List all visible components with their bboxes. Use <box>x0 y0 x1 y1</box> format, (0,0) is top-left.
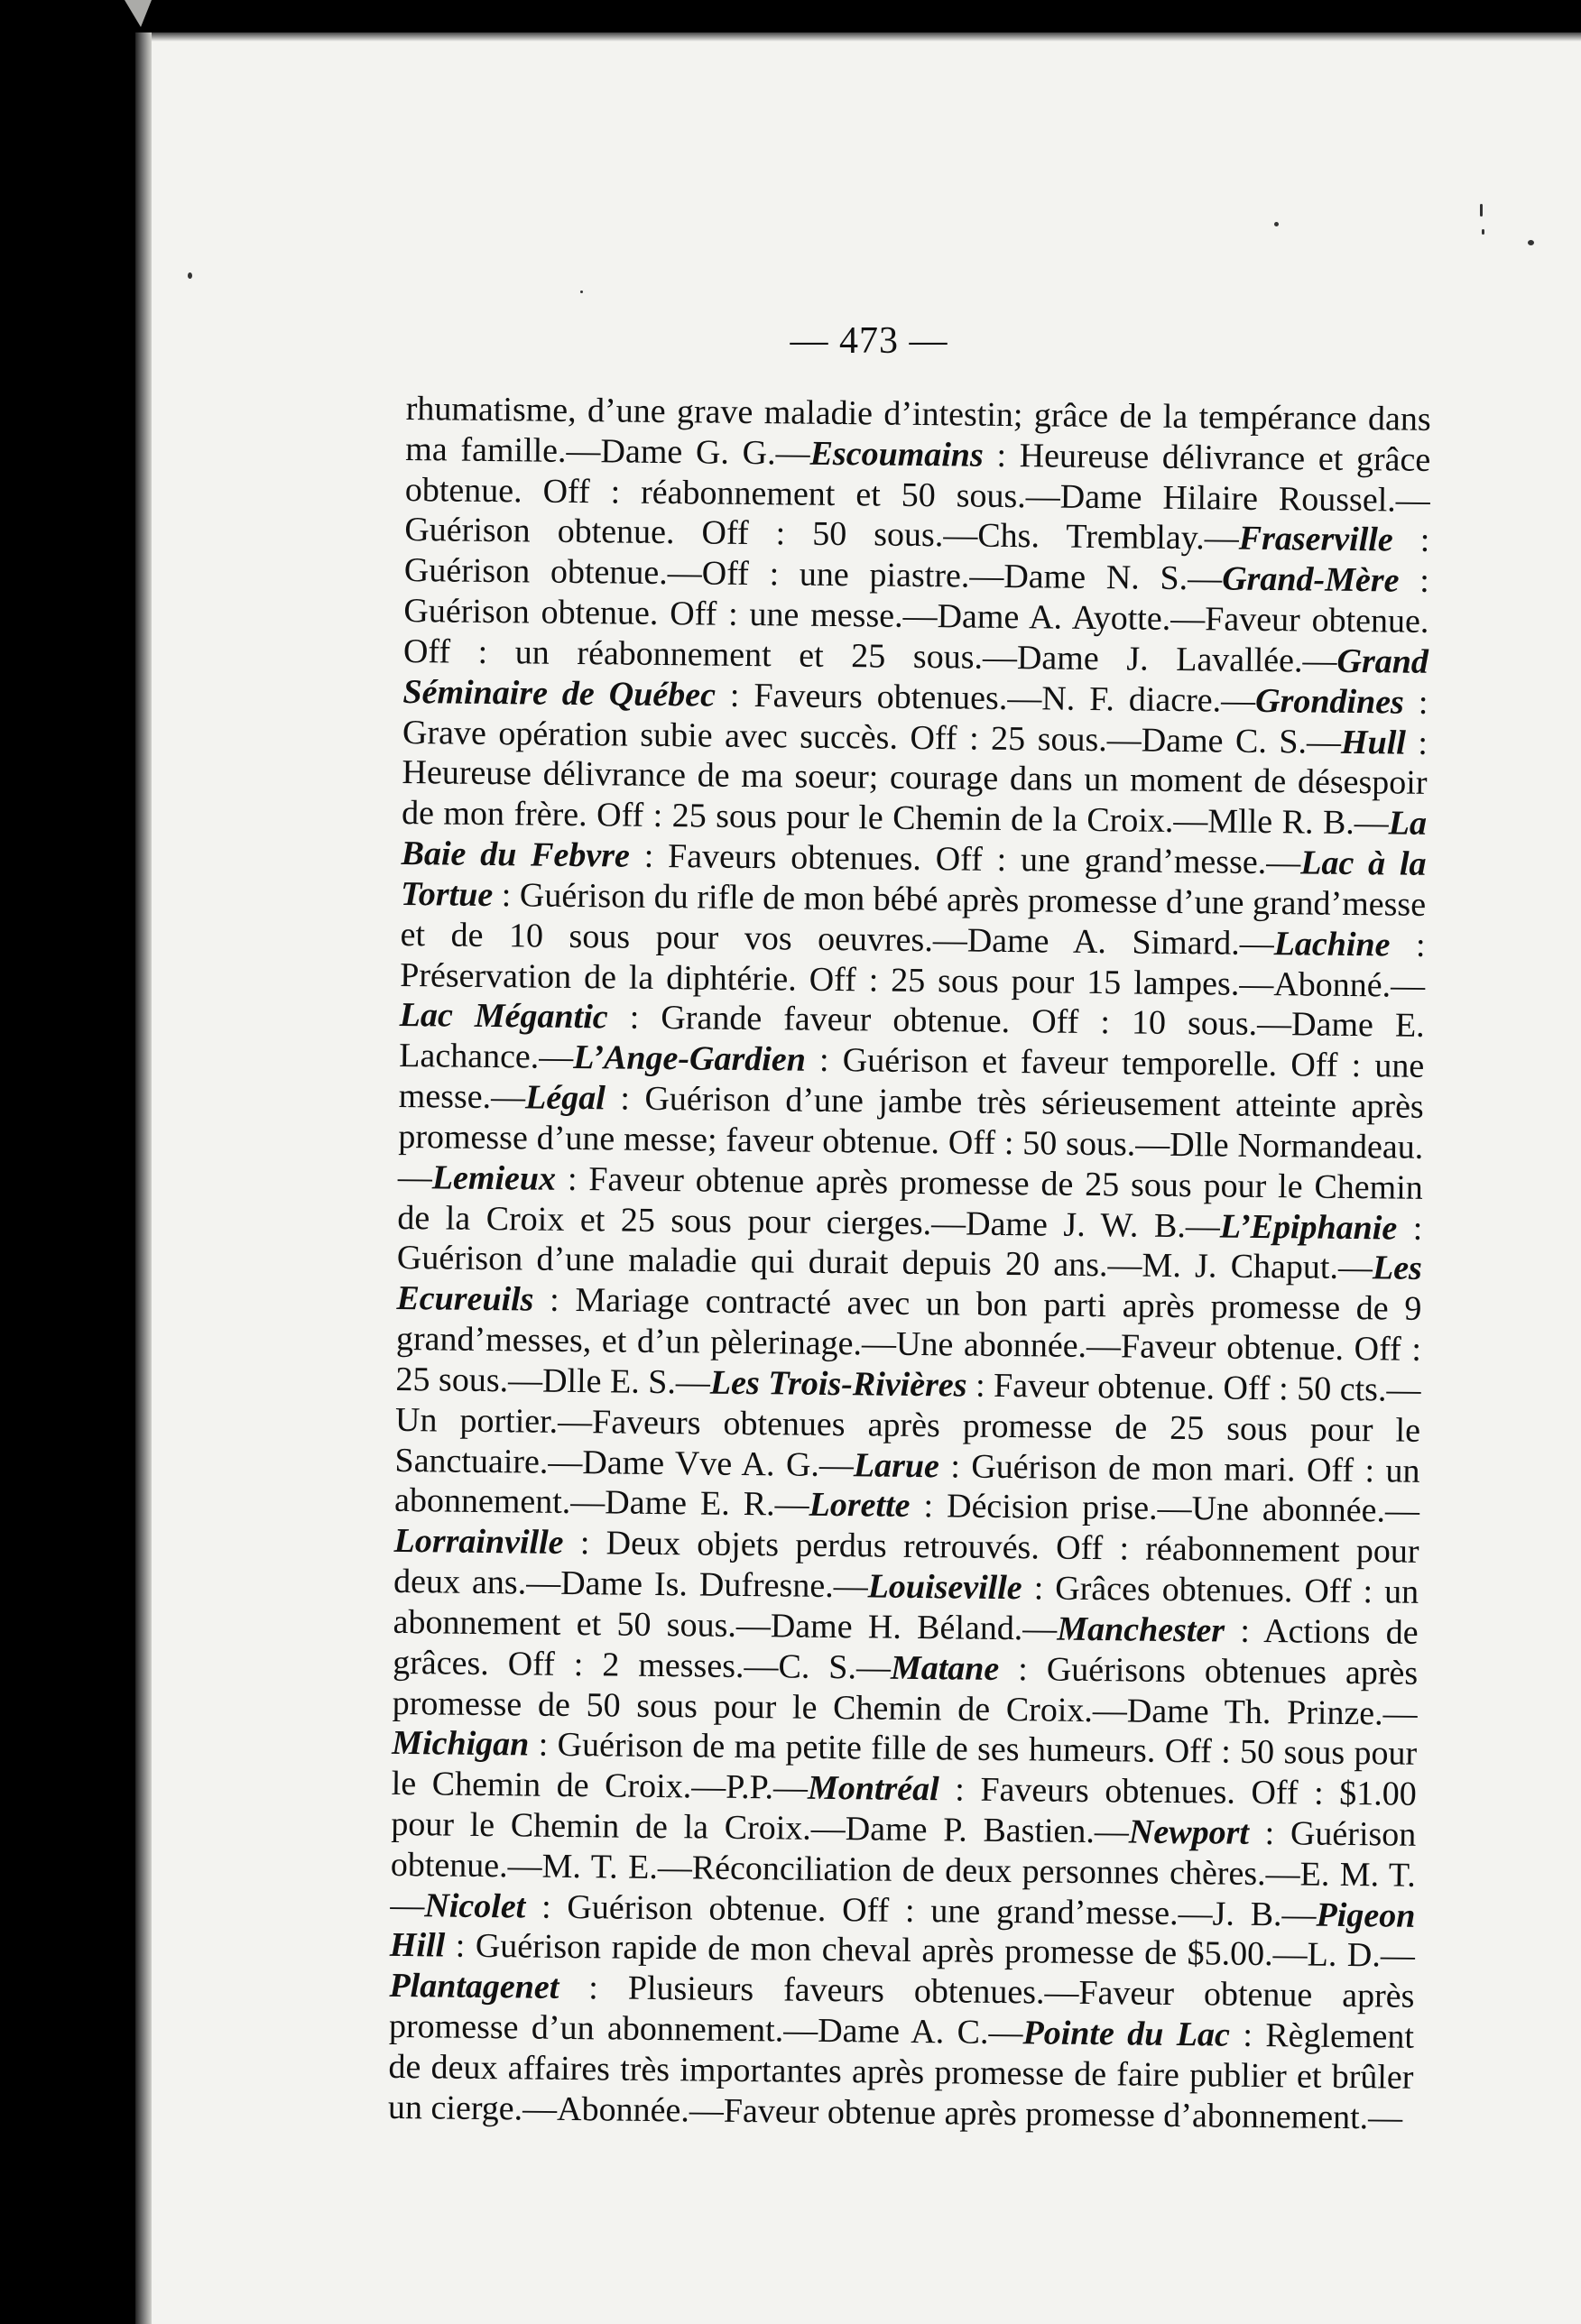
text-segment: : Faveurs obtenues. Off : une grand’messe.— <box>629 836 1301 882</box>
place-name: Les Trois-Rivières <box>709 1363 967 1405</box>
place-name: Montréal <box>807 1768 939 1809</box>
place-name: Lac à la Tortue <box>400 844 1427 914</box>
text-segment: : Faveur obtenue. Off : 50 cts.—Un portier.—Faveurs obtenues après promesse de 25 sous pour le Sanctuaire.—Dame Vve A. G.— <box>394 1366 1421 1484</box>
page-number: — 473 — <box>790 320 948 362</box>
text-segment: : Faveur obtenue après promesse de 25 sous pour le Chemin de la Croix et 25 sous pour cierges.—Dame J. W. B.— <box>397 1159 1424 1246</box>
text-segment: : Guérison obtenue.—M. T. E.—Réconciliation de deux personnes chères.—E. M. T.— <box>390 1813 1417 1924</box>
text-segment: : Heureuse délivrance de ma soeur; courage dans un moment de désespoir de mon frère. Off : 25 sous pour le Chemin de la Croix.—Mlle R. B.— <box>401 724 1428 843</box>
text-segment: rhumatisme, d’une grave maladie d’intestin; grâce de la tempérance dans ma famille.—Dame G. G.— <box>405 389 1431 473</box>
place-name: Lorrainville <box>393 1522 564 1563</box>
page-corner-fold <box>125 0 152 27</box>
place-name: Légal <box>524 1078 606 1118</box>
book-page <box>135 32 1581 2324</box>
text-segment: : Règlement de deux affaires très importantes après promesse de faire publier et brûler un cierge.—Abonnée.—Faveur obtenue après promesse d’abonnement.— <box>387 2015 1415 2137</box>
place-name: Lac Mégantic <box>399 996 608 1037</box>
scan-speck <box>1480 204 1483 217</box>
text-segment: : Guérison d’une jambe très sérieusement atteinte après promesse d’une messe; faveur obtenue. Off : 50 sous.—Dlle Normandeau.— <box>397 1079 1424 1197</box>
scan-speck <box>1274 222 1279 226</box>
place-name: Lorette <box>809 1486 911 1526</box>
place-name: L’Ange-Gardien <box>573 1038 807 1079</box>
place-name: Matane <box>890 1648 1000 1688</box>
text-segment: : Grave opération subie avec succès. Off : 25 sous.—Dame C. S.— <box>402 683 1428 761</box>
place-name: Manchester <box>1057 1609 1225 1650</box>
place-name: Louiseville <box>867 1567 1022 1608</box>
place-name: Fraserville <box>1238 520 1393 559</box>
place-name: Grand-Mère <box>1221 559 1400 600</box>
page-gutter <box>135 32 152 2324</box>
text-segment: : Grâces obtenues. Off : un abonnement et 50 sous.—Dame H. Béland.— <box>393 1569 1419 1648</box>
place-name: Grondines <box>1254 681 1405 722</box>
text-segment: : Guérison de mon mari. Off : un abonnement.—Dame E. R.— <box>393 1446 1420 1525</box>
text-segment: : Guérison obtenue. Off : une grand’messe.—J. B.— <box>525 1887 1317 1934</box>
page-top-shadow <box>135 32 1581 42</box>
text-segment: : Plusieurs faveurs obtenues.—Faveur obtenue après promesse d’un abonnement.—Dame A. C.— <box>388 1969 1415 2052</box>
place-name: L’Epiphanie <box>1219 1207 1398 1248</box>
text-segment: : Grande faveur obtenue. Off : 10 sous.—Dame E. Lachance.— <box>399 998 1425 1077</box>
text-segment: : Deux objets perdus retrouvés. Off : réabonnement pour deux ans.—Dame Is. Dufresne.— <box>393 1524 1419 1606</box>
place-name: Michigan <box>392 1724 530 1764</box>
place-name: La Baie du Febvre <box>401 804 1428 875</box>
scan-speck <box>1482 229 1484 235</box>
place-name: Pointe du Lac <box>1022 2014 1231 2054</box>
text-segment: : Guérisons obtenues après promesse de 50 sous pour le Chemin de Croix.—Dame Th. Prinze.— <box>392 1649 1419 1733</box>
text-segment: : Guérison de ma petite fille de ses humeurs. Off : 50 sous pour le Chemin de Croix.—P.P.— <box>391 1725 1418 1807</box>
text-segment: : Faveurs obtenues. Off : $1.00 pour le Chemin de la Croix.—Dame P. Bastien.— <box>391 1770 1417 1851</box>
place-name: Les Ecureuils <box>396 1249 1423 1319</box>
text-segment: : Faveurs obtenues.—N. F. diacre.— <box>715 676 1256 720</box>
place-name: Nicolet <box>424 1886 526 1926</box>
place-name: Lemieux <box>431 1158 557 1198</box>
place-name: Plantagenet <box>389 1967 559 2007</box>
text-segment: : Mariage contracté avec un bon parti après promesse de 9 grand’messes, et d’un pèlerinage.—Une abonnée.—Faveur obtenue. Off : 25 sous.—Dlle E. S.— <box>395 1280 1422 1402</box>
place-name: Escoumains <box>809 434 984 475</box>
scan-speck <box>188 272 192 279</box>
place-name: Grand Séminaire de Québec <box>402 641 1429 715</box>
text-segment: : Guérison obtenue.—Off : une piastre.—Dame N. S.— <box>403 521 1430 598</box>
place-name: Newport <box>1128 1812 1250 1852</box>
body-paragraph <box>388 389 1431 2138</box>
place-name: Hull <box>1340 723 1407 762</box>
place-name: Larue <box>853 1445 940 1485</box>
text-segment: : Guérison et faveur temporelle. Off : une messe.— <box>398 1040 1425 1117</box>
text-segment: : Guérison obtenue. Off : une messe.—Dame A. Ayotte.—Faveur obtenue. Off : un réabonnement et 25 sous.—Dame J. Lavallée.— <box>402 561 1430 680</box>
place-name: Lachine <box>1273 924 1391 964</box>
scan-speck <box>580 290 583 293</box>
text-segment: : Guérison d’une maladie qui durait depuis 20 ans.—M. J. Chaput.— <box>396 1209 1423 1287</box>
text-segment: : Préservation de la diphtérie. Off : 25 sous pour 15 lampes.—Abonné.— <box>399 926 1426 1005</box>
scan-speck <box>1528 240 1534 245</box>
text-segment: : Guérison rapide de mon cheval après promesse de $5.00.—L. D.— <box>444 1927 1416 1976</box>
text-segment: : Guérison du rifle de mon bébé après promesse d’une grand’messe et de 10 sous pour vos oeuvres.—Dame A. Simard.— <box>400 875 1427 963</box>
place-name: Pigeon Hill <box>389 1895 1416 1966</box>
text-segment: : Actions de grâces. Off : 2 messes.—C. S.— <box>392 1611 1419 1687</box>
text-segment: : Heureuse délivrance et grâce obtenue. Off : réabonnement et 50 sous.—Dame Hilaire Roussel.—Guérison obtenue. Off : 50 sous.—Chs. Tremblay.— <box>404 436 1431 558</box>
text-segment: : Décision prise.—Une abonnée.— <box>910 1487 1420 1531</box>
